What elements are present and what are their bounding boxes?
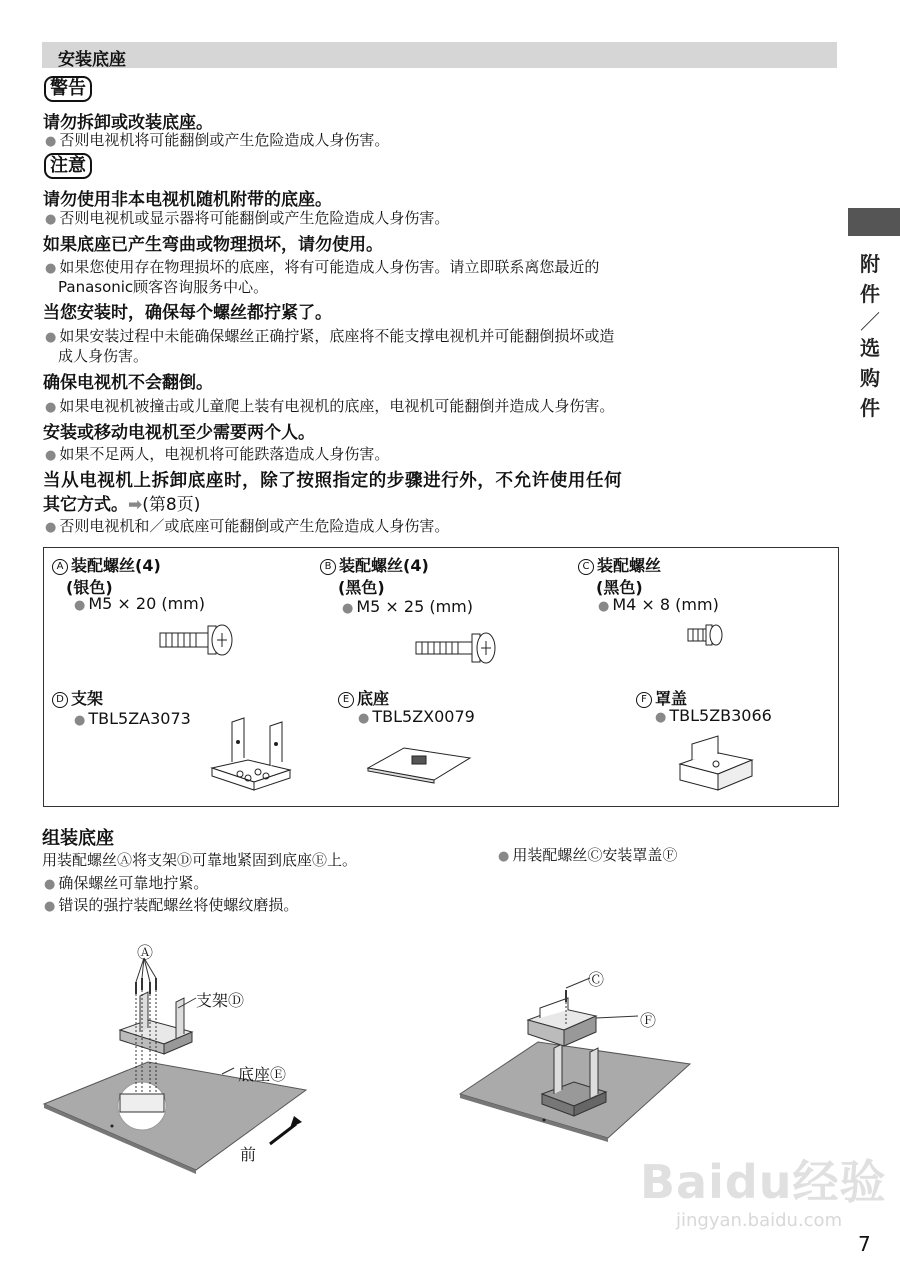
watermark-logo: Baidu经验: [640, 1155, 887, 1209]
caution-heading-1: 请勿使用非本电视机随机附带的底座。: [43, 190, 332, 210]
part-e-spec: ● TBL5ZX0079: [358, 707, 475, 726]
part-b-name: B 装配螺丝(4): [320, 553, 429, 576]
side-tab-char: 选: [860, 336, 880, 360]
label-bracket: 支架Ⓓ: [196, 991, 245, 1010]
assembly-bullet-1: ● 确保螺丝可靠地拧紧。: [44, 874, 209, 892]
part-a-name: A 装配螺丝(4): [52, 553, 161, 576]
assembly-title: 组装底座: [42, 828, 114, 849]
caution-heading-6-cont: 其它方式。➡(第8页): [43, 495, 201, 515]
screw-c-icon: [684, 620, 726, 650]
side-tab-char: 件: [860, 396, 880, 420]
assembly-step-1: 用装配螺丝Ⓐ将支架Ⓓ可靠地紧固到底座Ⓔ上。: [42, 851, 358, 869]
caution-heading-3: 当您安装时，确保每个螺丝都拧紧了。: [43, 303, 332, 323]
caution-body-3-cont: 成人身伤害。: [58, 347, 149, 365]
side-tab-marker: [848, 208, 900, 236]
section-header-bar: [42, 42, 837, 68]
caution-tag: 注意: [44, 153, 92, 179]
part-b-spec: ● M5 × 25 (mm): [342, 597, 474, 616]
assembly-diagram-2: [456, 970, 696, 1170]
part-c-spec: ● M4 × 8 (mm): [598, 595, 719, 614]
caution-body-4: ● 如果电视机被撞击或儿童爬上装有电视机的底座，电视机可能翻倒并造成人身伤害。: [45, 397, 615, 415]
caution-body-2: ● 如果您使用存在物理损坏的底座，将有可能造成人身伤害。请立即联系离您最近的: [45, 258, 600, 276]
screw-b-icon: [412, 626, 498, 670]
section-title: 安装底座: [58, 50, 126, 70]
caution-body-2-cont: Panasonic顾客咨询服务中心。: [58, 278, 269, 296]
label-front: 前: [240, 1145, 257, 1164]
warning-heading: 请勿拆卸或改装底座。: [43, 113, 213, 133]
part-f-name: F 罩盖: [636, 686, 687, 709]
part-f-spec: ● TBL5ZB3066: [655, 706, 772, 725]
part-b-color: (黑色): [338, 578, 385, 597]
caution-body-3: ● 如果安装过程中未能确保螺丝正确拧紧，底座将不能支撑电视机并可能翻倒损坏或造: [45, 327, 615, 345]
label-base: 底座Ⓔ: [238, 1065, 287, 1084]
part-c-name: C 装配螺丝: [578, 553, 661, 576]
arrow-right-icon: ➡: [128, 495, 143, 515]
part-d-name: D 支架: [52, 686, 103, 709]
part-e-name: E 底座: [338, 686, 389, 709]
assembly-diagram-1: [38, 938, 348, 1178]
bracket-icon: [208, 712, 294, 794]
base-plate-icon: [364, 740, 474, 786]
part-a-color: (银色): [66, 578, 113, 597]
part-c-color: (黑色): [596, 578, 643, 597]
assembly-step-2: ● 用装配螺丝Ⓒ安装罩盖Ⓕ: [498, 846, 678, 864]
watermark-url: jingyan.baidu.com: [676, 1210, 843, 1231]
side-tab-char: 附: [860, 252, 880, 276]
cover-icon: [676, 730, 756, 792]
page-number: 7: [858, 1232, 871, 1256]
caution-heading-4: 确保电视机不会翻倒。: [43, 373, 213, 393]
warning-tag: 警告: [44, 76, 92, 102]
side-tab-char: ／: [860, 310, 880, 334]
label-screw-a: Ⓐ: [137, 943, 154, 962]
part-d-spec: ● TBL5ZA3073: [74, 709, 191, 728]
side-tab-char: 件: [860, 282, 880, 306]
caution-heading-5: 安装或移动电视机至少需要两个人。: [43, 423, 315, 443]
caution-heading-6: 当从电视机上拆卸底座时，除了按照指定的步骤进行外，不允许使用任何: [43, 471, 623, 491]
label-cover: Ⓕ: [640, 1011, 657, 1030]
assembly-bullet-2: ● 错误的强拧装配螺丝将使螺纹磨损。: [44, 896, 299, 914]
caution-body-1: ● 否则电视机或显示器将可能翻倒或产生危险造成人身伤害。: [45, 209, 450, 227]
part-a-spec: ● M5 × 20 (mm): [74, 594, 206, 613]
label-screw-c: Ⓒ: [588, 970, 605, 989]
screw-a-icon: [156, 618, 236, 662]
caution-heading-2: 如果底座已产生弯曲或物理损坏，请勿使用。: [43, 235, 383, 255]
caution-body-6: ● 否则电视机和／或底座可能翻倒或产生危险造成人身伤害。: [45, 517, 450, 535]
side-tab-char: 购: [860, 366, 880, 390]
warning-body: ● 否则电视机将可能翻倒或产生危险造成人身伤害。: [45, 131, 390, 149]
caution-body-5: ● 如果不足两人，电视机将可能跌落造成人身伤害。: [45, 445, 390, 463]
